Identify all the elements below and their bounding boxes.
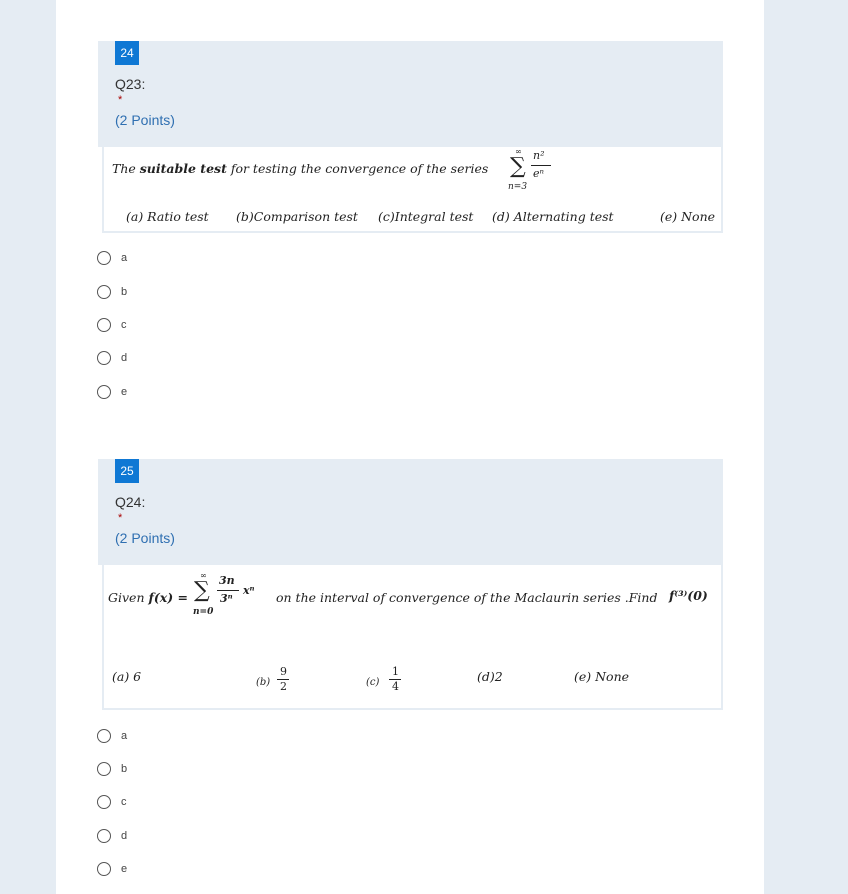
option-label: e bbox=[121, 863, 128, 875]
radio-button[interactable] bbox=[97, 829, 111, 843]
sum-top: ∞ bbox=[200, 571, 207, 580]
statement-pre: The bbox=[112, 161, 140, 176]
choice-d: (d)2 bbox=[477, 669, 503, 684]
option-label: e bbox=[121, 386, 128, 398]
fraction-numerator: n² bbox=[533, 149, 545, 162]
question-number-badge: 24 bbox=[115, 41, 139, 65]
option-label: b bbox=[121, 763, 128, 775]
option-label: a bbox=[121, 252, 128, 264]
option-label: b bbox=[121, 286, 128, 298]
sum-bottom: n=0 bbox=[193, 607, 214, 617]
choice-c-denominator: 4 bbox=[392, 680, 399, 693]
choice-c-prefix: (c) bbox=[366, 677, 380, 688]
required-marker: * bbox=[118, 94, 123, 106]
given-text bbox=[108, 590, 188, 605]
question-points: (2 Points) bbox=[115, 530, 175, 546]
question-number-badge: 25 bbox=[115, 459, 139, 483]
option-label: c bbox=[121, 796, 127, 808]
choice-d: (d) Alternating test bbox=[492, 209, 614, 224]
option-label: d bbox=[121, 352, 128, 364]
statement-post: for testing the convergence of the series bbox=[226, 161, 489, 176]
choice-e: (e) None bbox=[660, 209, 716, 224]
choice-b-denominator: 2 bbox=[280, 680, 287, 693]
option-a[interactable] bbox=[97, 726, 127, 746]
sum-bottom: n=3 bbox=[508, 182, 528, 192]
fx-label: f(x) = bbox=[148, 590, 188, 605]
option-a[interactable] bbox=[97, 248, 127, 268]
sum-top: ∞ bbox=[515, 147, 522, 156]
option-b[interactable] bbox=[97, 759, 127, 779]
given-label: Given bbox=[108, 590, 149, 605]
fraction-denominator: eⁿ bbox=[533, 167, 544, 180]
radio-button[interactable] bbox=[97, 862, 111, 876]
fraction-bar bbox=[217, 590, 239, 591]
radio-button[interactable] bbox=[97, 795, 111, 809]
question-image bbox=[102, 147, 723, 233]
option-b[interactable] bbox=[97, 282, 127, 302]
f3-label: f⁽³⁾(0) bbox=[669, 588, 708, 603]
required-marker: * bbox=[118, 512, 123, 524]
radio-button[interactable] bbox=[97, 318, 111, 332]
choice-a: (a) 6 bbox=[112, 669, 142, 684]
option-label: d bbox=[121, 830, 128, 842]
option-c[interactable] bbox=[97, 792, 127, 812]
radio-button[interactable] bbox=[97, 762, 111, 776]
choice-b: (b)Comparison test bbox=[236, 209, 358, 224]
radio-button[interactable] bbox=[97, 385, 111, 399]
question-title: Q23: bbox=[115, 76, 146, 92]
x-power: xⁿ bbox=[243, 584, 255, 597]
statement-text bbox=[112, 161, 488, 176]
question-24-header bbox=[98, 41, 723, 147]
choice-e: (e) None bbox=[574, 669, 630, 684]
question-points: (2 Points) bbox=[115, 112, 175, 128]
radio-button[interactable] bbox=[97, 251, 111, 265]
choice-c: (c)Integral test bbox=[378, 209, 474, 224]
option-label: c bbox=[121, 319, 127, 331]
question-image bbox=[102, 565, 723, 710]
option-label: a bbox=[121, 730, 128, 742]
option-e[interactable] bbox=[97, 859, 127, 879]
radio-button[interactable] bbox=[97, 351, 111, 365]
choice-b-numerator: 9 bbox=[280, 665, 287, 678]
fraction-denominator: 3ⁿ bbox=[220, 592, 233, 605]
sigma-symbol: ∑ bbox=[510, 154, 526, 179]
choice-a: (a) Ratio test bbox=[126, 209, 209, 224]
choice-b-prefix: (b) bbox=[256, 677, 271, 688]
statement-bold: suitable test bbox=[139, 161, 227, 176]
question-title: Q24: bbox=[115, 494, 146, 510]
option-e[interactable] bbox=[97, 382, 127, 402]
choice-c-numerator: 1 bbox=[392, 665, 399, 678]
fraction-bar bbox=[531, 165, 551, 166]
radio-button[interactable] bbox=[97, 729, 111, 743]
fraction-numerator: 3n bbox=[219, 574, 235, 587]
option-d[interactable] bbox=[97, 826, 127, 846]
question-25-header bbox=[98, 459, 723, 565]
sigma-symbol: ∑ bbox=[194, 578, 210, 603]
statement-post: on the interval of convergence of the Maclaurin series .Find bbox=[276, 590, 658, 605]
option-c[interactable] bbox=[97, 315, 127, 335]
option-d[interactable] bbox=[97, 348, 127, 368]
radio-button[interactable] bbox=[97, 285, 111, 299]
